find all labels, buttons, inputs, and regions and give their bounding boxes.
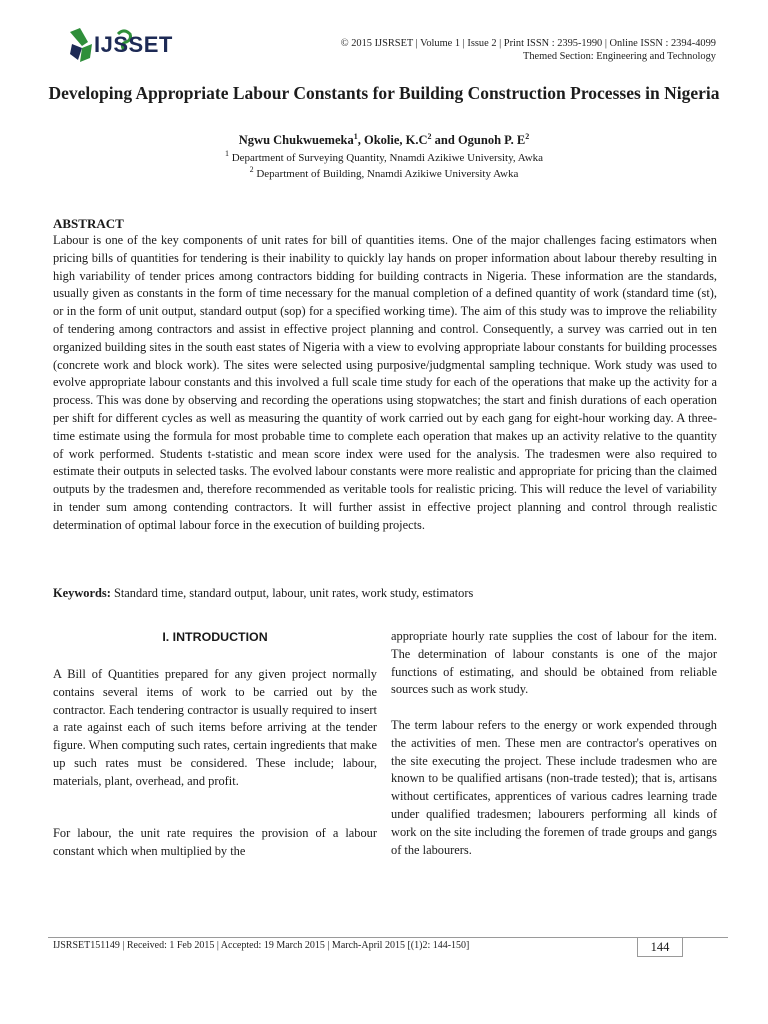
logo-text: IJSSET <box>94 32 173 57</box>
paragraph: For labour, the unit rate requires the provision of a labour constant which when multiplied by the <box>53 826 377 858</box>
page-number: 144 <box>637 938 683 957</box>
author-affil-mark: 1 <box>353 132 358 141</box>
paragraph: A Bill of Quantities prepared for any given project normally contains several items of work to be carried out by the contractor. Each tendering contractor is usually required to insert a rate against each of such items before arriving at the tender figure. When computing such rates, certain ingredients that make up such rates must be considered. These include; labour, materials, plant, overhead, and profit. <box>53 667 377 788</box>
author-name: Okolie, K.C <box>363 133 428 147</box>
author-name: Ngwu Chukwuemeka <box>238 133 354 147</box>
affiliation <box>40 167 728 181</box>
paragraph: The term labour refers to the energy or work expended through the activities of men. These men are contractor's operatives on the site executing the project. These include tradesmen who are known to be qualified artisans (non-trade tested); that is, artisans without certificates, apprentices of various cadres learning trade under qualified tradesmen; labourers performing all kinds of work on the site including the foremen of trade groups and gangs of the labourers. <box>391 718 717 857</box>
author-affil-mark: 2 <box>427 132 432 141</box>
journal-meta <box>256 37 716 63</box>
abstract-heading: ABSTRACT <box>53 216 124 231</box>
journal-logo <box>68 24 193 68</box>
author-name: Ogunoh P. E <box>457 133 526 147</box>
author-separator: , <box>357 133 364 147</box>
paper-title: Developing Appropriate Labour Constants for Building Construction Processes in Nigeria <box>48 83 720 103</box>
keywords <box>53 585 717 603</box>
themed-section: Themed Section: Engineering and Technology <box>523 51 716 62</box>
keywords-label: Keywords: <box>53 586 111 600</box>
footer-citation: IJSRSET151149 | Received: 1 Feb 2015 | Accepted: 19 March 2015 | March-April 2015 [(1)2: 144-150] <box>53 940 470 951</box>
affiliation-mark: 1 <box>224 149 229 158</box>
affiliation-text: Department of Surveying Quantity, Nnamdi Azikiwe University, Awka <box>231 152 544 164</box>
affiliation-mark: 2 <box>249 165 254 174</box>
affiliation <box>40 151 728 165</box>
journal-meta-line: © 2015 IJSRSET | Volume 1 | Issue 2 | Print ISSN : 2395-1990 | Online ISSN : 2394-4099 <box>340 38 716 49</box>
author-list <box>40 133 728 148</box>
footer-divider <box>48 937 728 938</box>
keywords-text: Standard time, standard output, labour, unit rates, work study, estimators <box>113 586 474 600</box>
author-separator: and <box>431 133 458 147</box>
abstract-body: Labour is one of the key components of unit rates for bill of quantities items. One of the major challenges facing estimators when pricing bills of quantities for tendering is their inability to quickly lay hands on proper information about labour thereby resulting in high variability of tender prices among contractors bidding for building contracts in Nigeria. These information are the standards, usually given as constants in the form of time necessary for the manual completion of a defined quantity of work (standard time (st), or in the form of unit output, standard output (sop) for a specified working time). The aim of this study was to improve the reliability of tendering among contractors and assist in effective project planning and control. Consequently, a survey was carried out in ten organized building sites in the south east states of Nigeria with a view to evolving appropriate labour constants for building processes (concrete work and block work). The sites were selected using purposive/judgmental sampling technique. Work study was used to evolve appropriate labour constants and this involved a full scale time study for each of the operations that make up the activity for a process. This was done by observing and recording the operations using stopwatches; the start and finish durations of each operation per shift for different cycles as well as measuring the quantity of work carried out by each gang for eight-hour working day. A three-time estimate using the formula for most probable time to complete each operation that makes up an activity relative to the quantity of work performed. Students t-statistic and mean score index were used for the analysis. The tradesmen were also required to estimate their outputs in selected tasks. The evolved labour constants were more realistic and appropriate for pricing than the claimed outputs by the tradesmen and, therefore recommended as veritable tools for realistic pricing. This will reduce the level of variability in tender sum among contending contractors. It will further assist in effective project planning and control through realistic determination of optimal labour force in the execution of building projects. <box>53 233 717 532</box>
section-heading: I. INTRODUCTION <box>162 630 268 644</box>
author-affil-mark: 2 <box>525 132 530 141</box>
paragraph: appropriate hourly rate supplies the cost of labour for the item. The determination of labour constants is one of the major functions of estimating, and should be obtained from reliable sources such as work study. <box>391 629 717 697</box>
affiliation-text: Department of Building, Nnamdi Azikiwe University Awka <box>256 168 519 180</box>
